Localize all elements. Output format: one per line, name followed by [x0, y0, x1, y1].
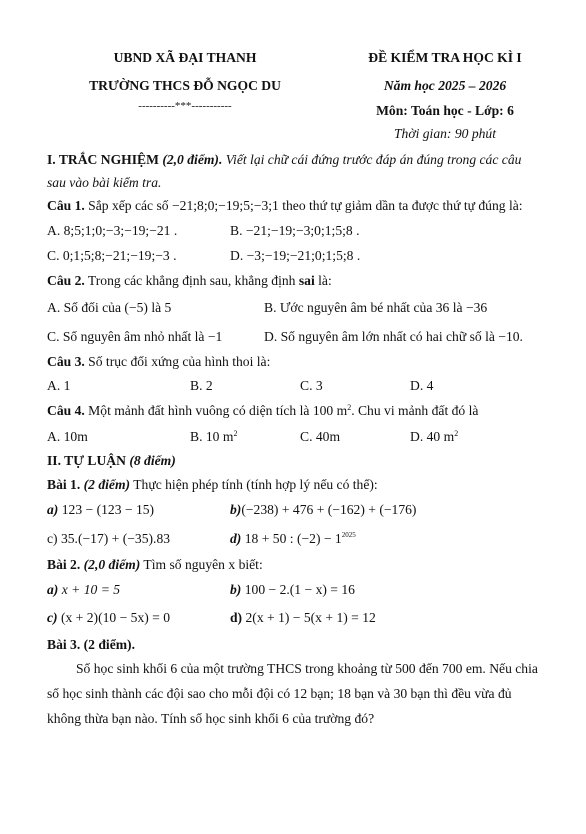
q4-option-c: C. 40m [300, 429, 341, 444]
exercise-1d-expr: 18 + 50 : (−2) − 1 [241, 531, 342, 546]
exercise-1a-expr: 123 − (123 − 15) [58, 502, 155, 517]
exercise-2a-expr: x + 10 = 5 [58, 582, 121, 597]
exam-title: ĐỀ KIỂM TRA HỌC KÌ I [368, 50, 522, 65]
question-4-sup: 2 [347, 403, 352, 412]
part1-title: I. TRẮC NGHIỆM [47, 152, 159, 167]
exercise-1-points: (2 điểm) [80, 477, 131, 492]
question-2-text-end: là: [314, 273, 332, 288]
exercise-3-line-3: không thừa bạn nào. Tính số học sinh khối 6 của trường đó? [47, 711, 375, 726]
exercise-1a [47, 502, 154, 518]
part2-title: II. TỰ LUẬN [47, 453, 126, 468]
exercise-2c-expr: (x + 2)(10 − 5x) = 0 [57, 610, 171, 625]
school-name: TRƯỜNG THCS ĐỖ NGỌC DU [89, 78, 281, 93]
exercise-2 [47, 557, 263, 573]
school-year: Năm học 2025 – 2026 [383, 78, 507, 93]
part1-instruction: Viết lại chữ cái đứng trước đáp án đúng trong các câu [222, 152, 522, 167]
exercise-3-line-2: số học sinh thành các đội sao cho mỗi đội có 12 bạn; 18 bạn và 30 bạn thì đều vừa đủ [47, 686, 512, 701]
q2-option-c: C. Số nguyên âm nhỏ nhất là −1 [47, 329, 223, 344]
exercise-1c [47, 531, 170, 547]
exercise-2c-label: c) [47, 610, 58, 625]
exercise-1-label: Bài 1. [47, 477, 81, 492]
exercise-1d-label: d) [230, 531, 242, 546]
exercise-2d-label: d) [230, 610, 243, 625]
q4-option-b-sup: 2 [233, 429, 238, 438]
exercise-1c-label: c) [47, 531, 58, 546]
question-2-label: Câu 2. [47, 273, 85, 288]
q3-option-d: D. 4 [410, 378, 434, 393]
exercise-1d-sup: 2025 [341, 531, 356, 539]
exercise-2d [230, 610, 376, 626]
exercise-2b [230, 582, 355, 598]
q4-option-d [410, 429, 458, 445]
exercise-1a-label: a) [47, 502, 59, 517]
part2-points: (8 điểm) [125, 453, 176, 468]
exercise-3-line-1: Số học sinh khối 6 của một trường THCS trong khoảng từ 500 đến 700 em. Nếu chia [76, 661, 538, 676]
q3-option-b: B. 2 [190, 378, 213, 393]
q2-option-a: A. Số đối của (−5) là 5 [47, 300, 172, 315]
question-2-emphasis: sai [298, 273, 315, 288]
exercise-2-label: Bài 2. [47, 557, 81, 572]
exercise-2c [47, 610, 170, 626]
exercise-2a [47, 582, 120, 598]
part1-points: (2,0 điểm). [162, 152, 223, 167]
time-limit: Thời gian: 90 phút [393, 126, 497, 141]
q4-option-d-sup: 2 [454, 429, 459, 438]
question-4-text-end: . Chu vi mảnh đất đó là [351, 403, 479, 418]
question-4-label: Câu 4. [47, 403, 85, 418]
header-divider: ----------***----------- [138, 100, 232, 112]
question-1-label: Câu 1. [47, 198, 85, 213]
q4-option-b-text: B. 10 m [190, 429, 234, 444]
q4-option-d-text: D. 40 m [410, 429, 455, 444]
exercise-1b-label: b) [230, 502, 242, 517]
q3-option-a: A. 1 [47, 378, 71, 393]
question-3-label: Câu 3. [47, 354, 85, 369]
q2-option-b: B. Ước nguyên âm bé nhất của 36 là −36 [264, 300, 488, 315]
question-3-text: Số trục đối xứng của hình thoi là: [84, 354, 271, 369]
question-4 [47, 403, 478, 419]
exercise-2-text: Tìm số nguyên x biết: [140, 557, 263, 572]
q2-option-d: D. Số nguyên âm lớn nhất có hai chữ số là −10. [264, 329, 523, 344]
q4-option-b [190, 429, 237, 445]
exercise-1d [230, 531, 356, 547]
exercise-1b [230, 502, 416, 518]
question-4-text: Một mảnh đất hình vuông có diện tích là 100 m [84, 403, 348, 418]
question-1 [47, 198, 523, 214]
part1-instruction-cont: sau vào bài kiểm tra. [47, 175, 162, 190]
q1-option-c: C. 0;1;5;8;−21;−19;−3 . [47, 248, 177, 263]
exercise-1 [47, 477, 378, 493]
question-1-text: Sắp xếp các số −21;8;0;−19;5;−3;1 theo thứ tự giảm dần ta được thứ tự đúng là: [84, 198, 523, 213]
question-2 [47, 273, 332, 289]
exercise-1b-expr: (−238) + 476 + (−162) + (−176) [241, 502, 417, 517]
subject-grade: Môn: Toán học - Lớp: 6 [376, 103, 514, 118]
exercise-2b-label: b) [230, 582, 242, 597]
q1-option-d: D. −3;−19;−21;0;1;5;8 . [230, 248, 361, 263]
exercise-2-points: (2,0 điểm) [80, 557, 141, 572]
q1-option-a: A. 8;5;1;0;−3;−19;−21 . [47, 223, 178, 238]
question-3 [47, 354, 270, 370]
exercise-3-heading: Bài 3. (2 điểm). [47, 637, 135, 652]
exercise-1c-expr: 35.(−17) + (−35).83 [57, 531, 171, 546]
exercise-2a-label: a) [47, 582, 59, 597]
exercise-2b-expr: 100 − 2.(1 − x) = 16 [241, 582, 355, 597]
exercise-1-text: Thực hiện phép tính (tính hợp lý nếu có thể): [130, 477, 378, 492]
part1-heading [47, 152, 521, 168]
part2-heading [47, 453, 176, 469]
q3-option-c: C. 3 [300, 378, 323, 393]
district-name: UBND XÃ ĐẠI THANH [113, 50, 257, 65]
exercise-2d-expr: 2(x + 1) − 5(x + 1) = 12 [242, 610, 376, 625]
question-2-text: Trong các khẳng định sau, khẳng định [84, 273, 299, 288]
q1-option-b: B. −21;−19;−3;0;1;5;8 . [230, 223, 360, 238]
q4-option-a: A. 10m [47, 429, 88, 444]
